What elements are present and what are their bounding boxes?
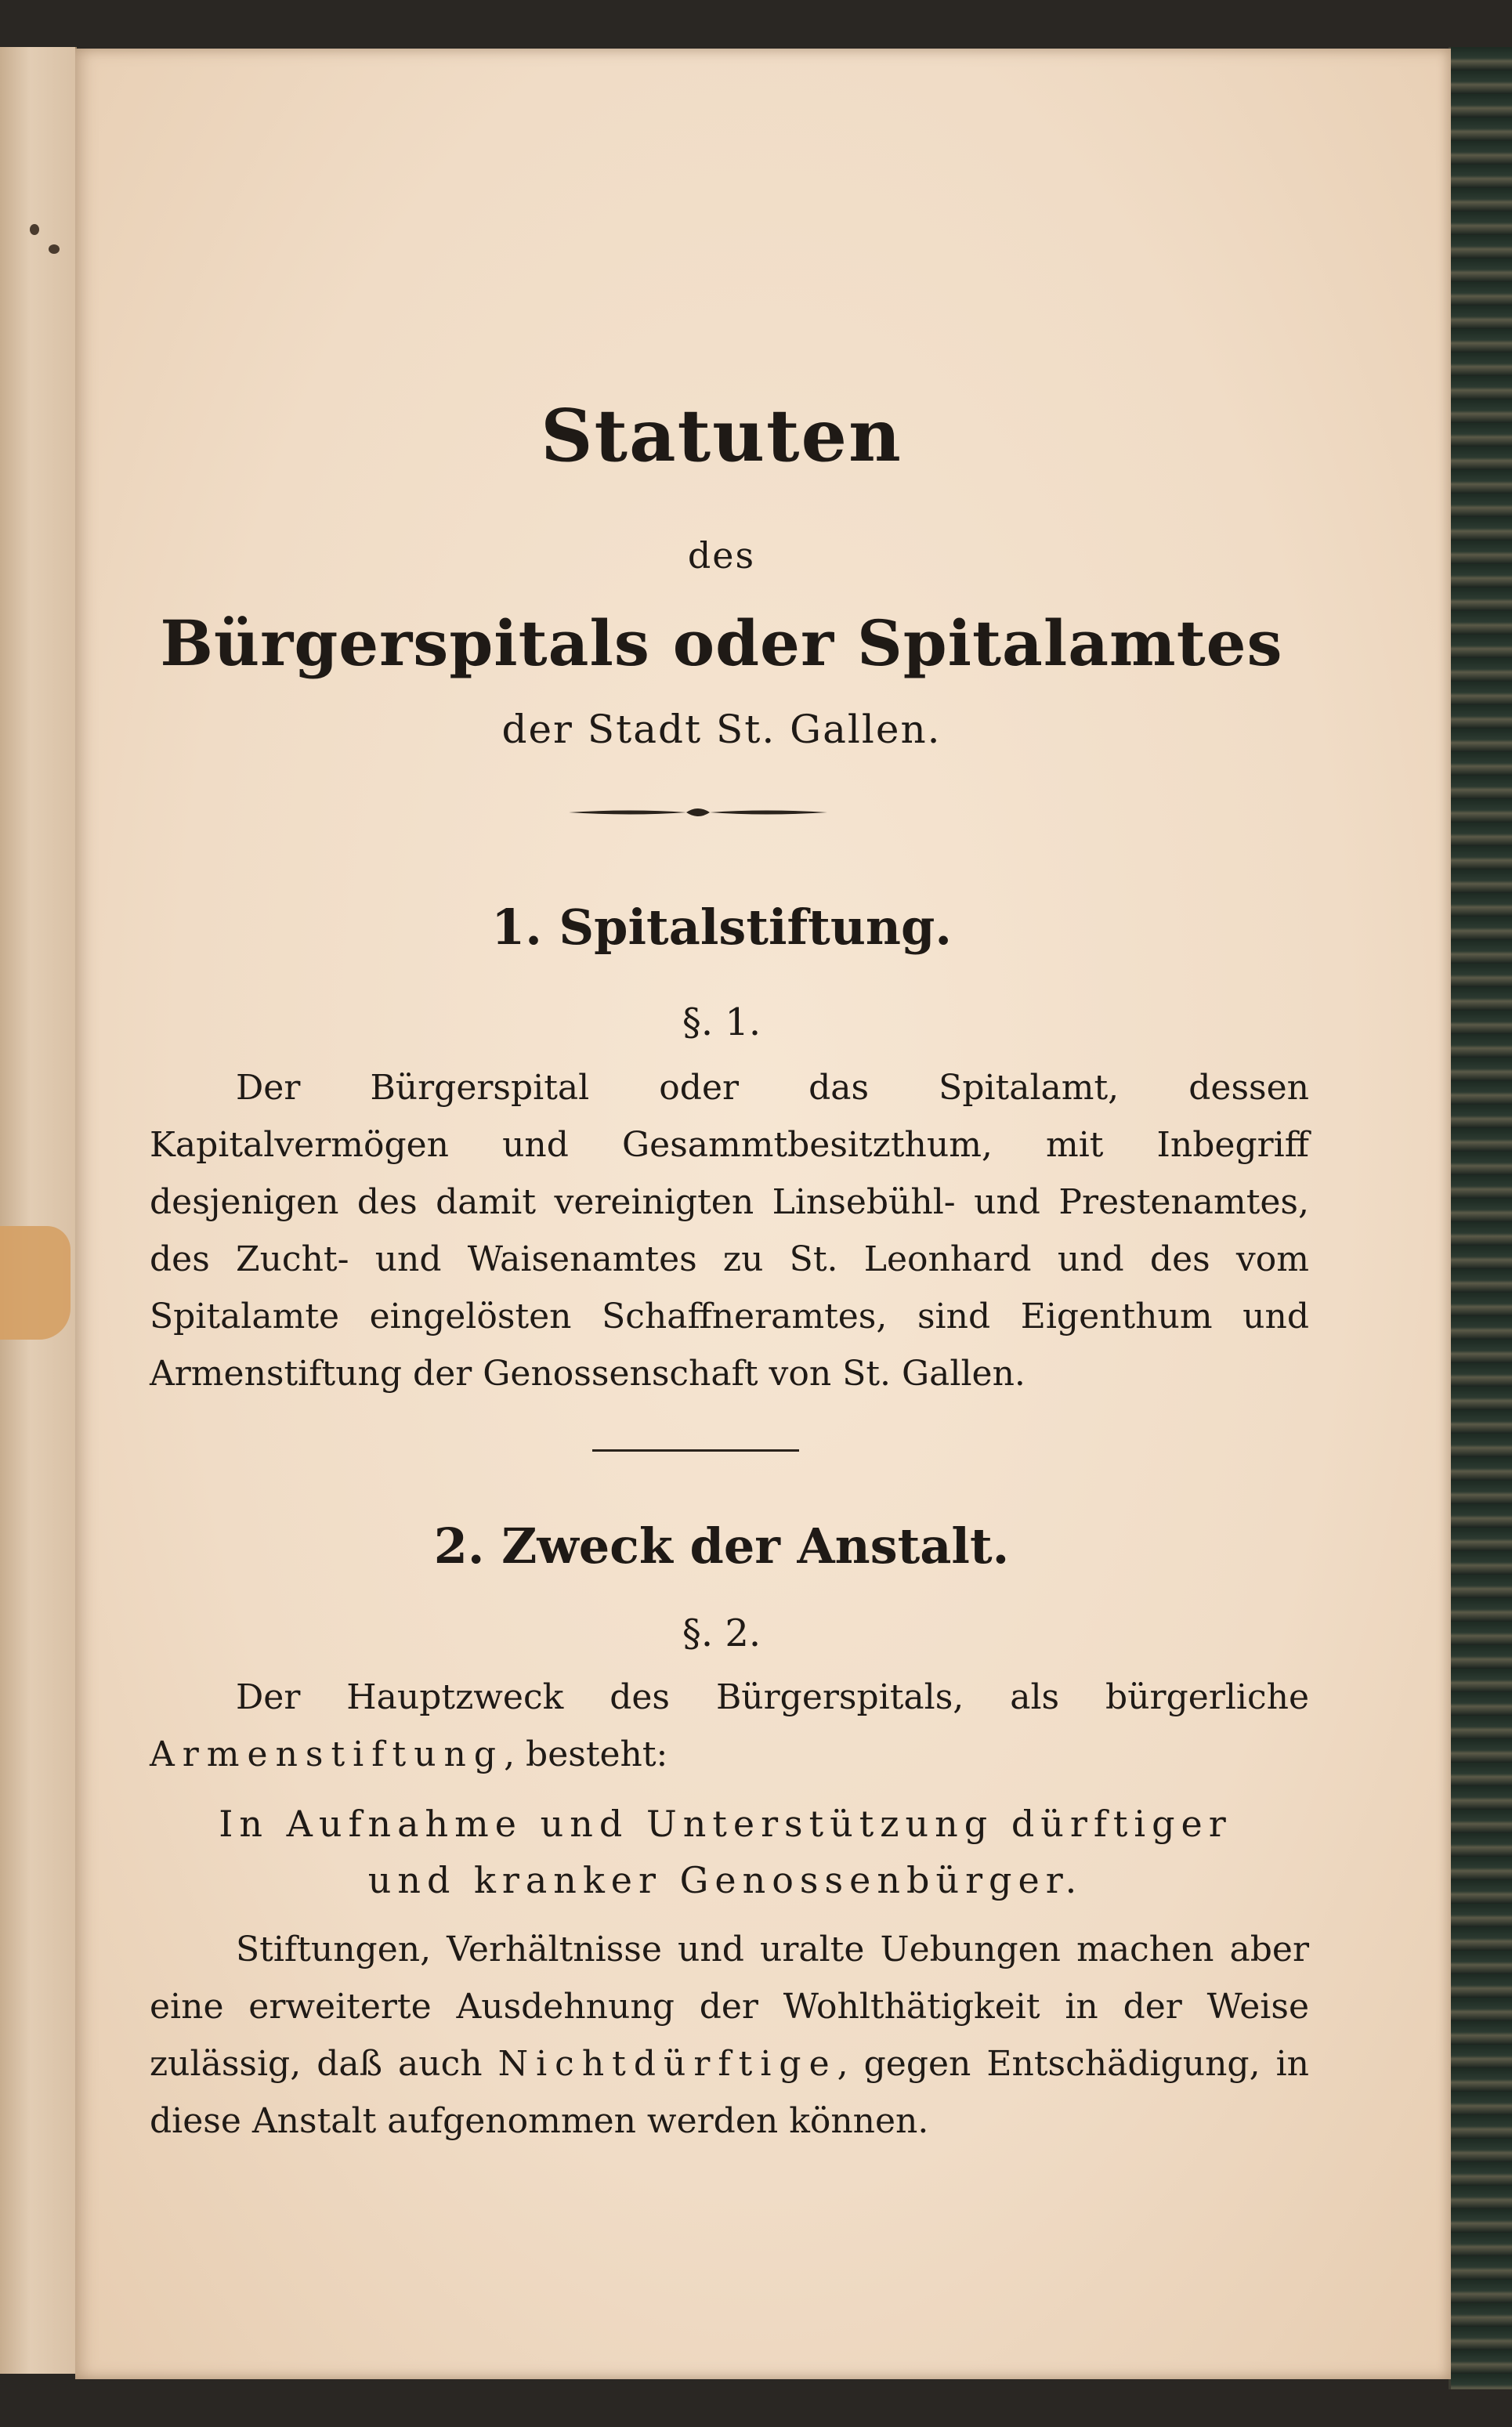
- purpose-statement: In Aufnahme und Unterstützung dürftiger und kranker Genossenbürger.: [219, 1803, 1232, 1901]
- paragraph-2-number: §. 2.: [682, 1611, 761, 1655]
- paragraph-2-body: [150, 1921, 1309, 2150]
- ink-mark: [30, 224, 39, 235]
- document-title: Statuten: [541, 393, 902, 478]
- previous-page-edge: [0, 47, 77, 2374]
- paragraph-2-body-text: Stiftungen, Verhältnisse und uralte Uebungen machen aber eine erweiterte Ausdehnung der Wohlthätigkeit in der Weise zulässig, daß auch: [150, 1930, 1309, 2084]
- paragraph-1-number: §. 1.: [682, 1000, 761, 1044]
- section-2-heading: 2. Zweck der Anstalt.: [433, 1517, 1010, 1575]
- paragraph-1-text: Der Bürgerspital oder das Spitalamt, dessen Kapitalvermögen und Gesammtbesitzthum, mit Inbegriff desjenigen des damit vereinigten Linsebühl- und Prestenamtes, des Zucht- und Waisenamtes zu St. Leonhard und des vom Spitalamte eingelösten Schaffneramtes, sind Eigenthum und Armenstiftung der Genossenschaft von St. Gallen.: [150, 1068, 1309, 1394]
- book-binding-edge: [1449, 47, 1512, 2389]
- paragraph-2-intro: [150, 1669, 1309, 1783]
- paragraph-2-intro-end: , besteht:: [504, 1734, 668, 1774]
- title-connector: des: [687, 534, 756, 577]
- emphasized-term: Armenstiftung: [150, 1734, 505, 1774]
- city-line: der Stadt St. Gallen.: [501, 707, 942, 752]
- paragraph-2-intro-text: Der Hauptzweck des Bürgerspitals, als bürgerliche: [236, 1677, 1309, 1717]
- paper-tab-stain: [0, 1226, 71, 1340]
- paragraph-2-body-end: , gegen Entschädigung, in diese Anstalt aufgenommen werden können.: [150, 2044, 1309, 2141]
- emphasized-term-2: Nichtdürftige: [497, 2044, 837, 2084]
- section-1-heading: 1. Spitalstiftung.: [491, 899, 952, 956]
- ornament-divider-icon: [569, 801, 827, 824]
- section-divider: [592, 1449, 799, 1452]
- book-page: [75, 49, 1451, 2379]
- main-title: Bürgerspitals oder Spitalamtes: [160, 606, 1283, 680]
- ink-mark: [49, 244, 60, 254]
